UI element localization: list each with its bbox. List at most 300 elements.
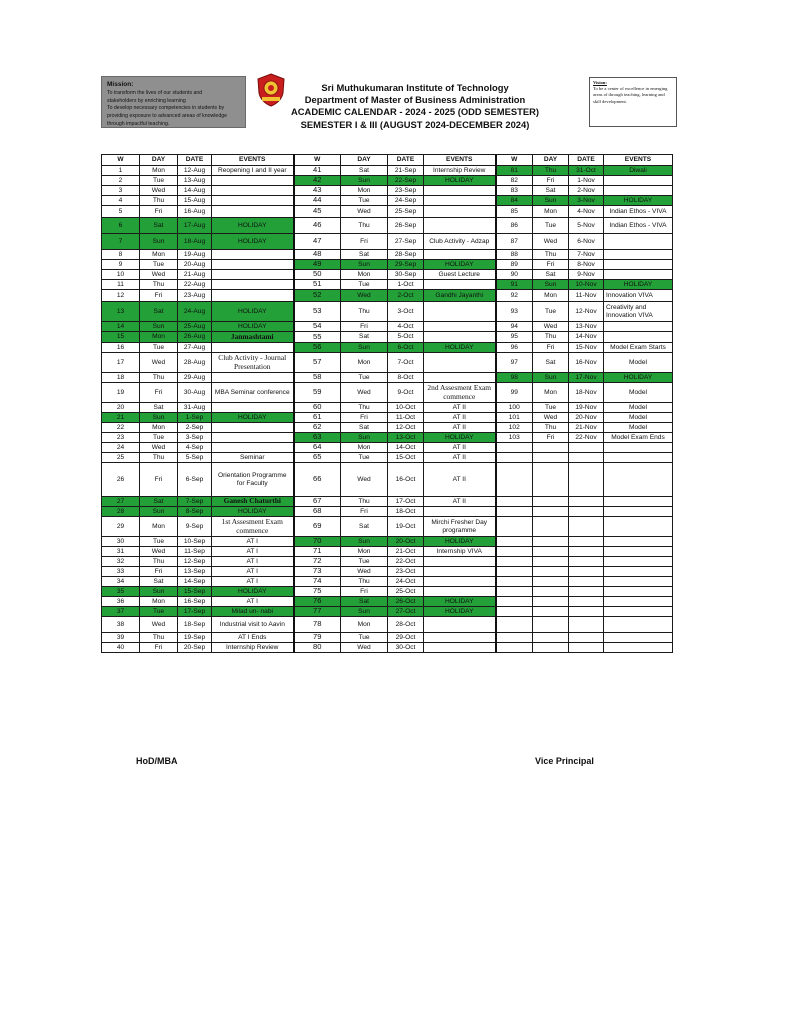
department-name: Department of Master of Business Administration xyxy=(304,94,526,106)
date-cell xyxy=(569,537,604,547)
day-cell: Wed xyxy=(140,617,178,633)
week-cell: 74 xyxy=(294,577,341,587)
day-cell: Thu xyxy=(533,250,569,260)
event-cell xyxy=(424,643,496,653)
week-cell: 18 xyxy=(102,373,140,383)
week-cell: 85 xyxy=(496,206,533,218)
week-cell: 83 xyxy=(496,186,533,196)
table-row xyxy=(102,383,673,403)
week-cell: 39 xyxy=(102,633,140,643)
week-cell: 19 xyxy=(102,383,140,403)
date-cell: 22-Nov xyxy=(569,433,604,443)
event-cell xyxy=(424,302,496,322)
table-row xyxy=(102,176,673,186)
table-row xyxy=(102,343,673,353)
week-cell: 79 xyxy=(294,633,341,643)
date-cell xyxy=(569,463,604,497)
week-cell: 46 xyxy=(294,218,341,234)
date-cell: 21-Oct xyxy=(388,547,424,557)
week-cell: 45 xyxy=(294,206,341,218)
day-cell: Fri xyxy=(140,290,178,302)
table-row xyxy=(102,403,673,413)
week-cell: 30 xyxy=(102,537,140,547)
event-cell: AT I xyxy=(212,567,294,577)
date-cell xyxy=(569,507,604,517)
week-cell: 28 xyxy=(102,507,140,517)
week-cell: 3 xyxy=(102,186,140,196)
day-cell: Tue xyxy=(140,607,178,617)
date-cell: 2-Oct xyxy=(388,290,424,302)
day-cell xyxy=(533,463,569,497)
week-cell: 14 xyxy=(102,322,140,332)
day-cell: Mon xyxy=(140,332,178,343)
week-cell xyxy=(496,557,533,567)
date-cell: 23-Sep xyxy=(388,186,424,196)
table-row xyxy=(102,166,673,176)
semester-title: SEMESTER I & III (AUGUST 2024-DECEMBER 2024) xyxy=(300,118,530,130)
week-cell: 102 xyxy=(496,423,533,433)
day-cell: Sat xyxy=(533,186,569,196)
week-cell xyxy=(496,453,533,463)
week-cell: 93 xyxy=(496,302,533,322)
week-cell xyxy=(496,463,533,497)
event-cell: HOLIDAY xyxy=(424,433,496,443)
day-cell: Fri xyxy=(140,206,178,218)
date-cell: 4-Oct xyxy=(388,322,424,332)
day-cell: Wed xyxy=(140,186,178,196)
event-cell: AT II xyxy=(424,497,496,507)
event-cell xyxy=(212,433,294,443)
event-cell: HOLIDAY xyxy=(424,607,496,617)
date-cell: 4-Sep xyxy=(178,443,212,453)
date-cell: 14-Nov xyxy=(569,332,604,343)
date-cell xyxy=(569,453,604,463)
event-cell: Innovation VIVA xyxy=(604,290,673,302)
event-cell xyxy=(424,196,496,206)
day-cell: Tue xyxy=(341,280,388,290)
mission-line: stakeholders by enriching learning xyxy=(107,97,186,104)
event-cell xyxy=(604,234,673,250)
event-cell: Indian Ethos - VIVA xyxy=(604,206,673,218)
day-cell: Fri xyxy=(140,383,178,403)
week-cell: 40 xyxy=(102,643,140,653)
week-cell: 68 xyxy=(294,507,341,517)
event-cell: AT I xyxy=(212,557,294,567)
event-cell xyxy=(212,196,294,206)
day-cell xyxy=(533,617,569,633)
date-cell xyxy=(569,577,604,587)
week-cell: 8 xyxy=(102,250,140,260)
table-row xyxy=(102,280,673,290)
event-cell: 2nd Assesment Exam commence xyxy=(424,383,496,403)
event-cell xyxy=(604,567,673,577)
day-cell xyxy=(533,557,569,567)
week-cell: 29 xyxy=(102,517,140,537)
day-cell: Mon xyxy=(341,547,388,557)
week-cell: 4 xyxy=(102,196,140,206)
day-cell: Fri xyxy=(341,587,388,597)
day-cell: Mon xyxy=(533,206,569,218)
week-cell: 1 xyxy=(102,166,140,176)
event-cell: HOLIDAY xyxy=(212,507,294,517)
event-cell: Orientation Programme for Faculty xyxy=(212,463,294,497)
date-cell: 31-Oct xyxy=(569,166,604,176)
day-cell: Thu xyxy=(533,166,569,176)
day-cell: Thu xyxy=(341,218,388,234)
date-cell: 16-Sep xyxy=(178,597,212,607)
date-cell: 24-Oct xyxy=(388,577,424,587)
week-cell xyxy=(496,517,533,537)
date-cell: 8-Nov xyxy=(569,260,604,270)
mission-box xyxy=(101,76,246,128)
event-cell: AT II xyxy=(424,413,496,423)
week-cell xyxy=(496,567,533,577)
event-cell xyxy=(604,517,673,537)
event-cell xyxy=(212,343,294,353)
day-cell: Wed xyxy=(140,353,178,373)
event-cell: Model xyxy=(604,423,673,433)
event-cell: Guest Lecture xyxy=(424,270,496,280)
date-cell: 1-Nov xyxy=(569,176,604,186)
date-cell: 15-Nov xyxy=(569,343,604,353)
event-cell xyxy=(424,353,496,373)
week-cell: 16 xyxy=(102,343,140,353)
mission-line: providing exposure to advanced areas of knowledge xyxy=(107,113,227,120)
date-cell: 19-Aug xyxy=(178,250,212,260)
event-cell: AT I Ends xyxy=(212,633,294,643)
table-row xyxy=(102,332,673,343)
day-cell: Mon xyxy=(533,383,569,403)
date-cell: 21-Sep xyxy=(388,166,424,176)
day-cell: Fri xyxy=(533,176,569,186)
week-cell xyxy=(496,497,533,507)
event-cell xyxy=(212,443,294,453)
week-cell: 37 xyxy=(102,607,140,617)
day-cell: Sun xyxy=(341,537,388,547)
column-header: DAY xyxy=(341,155,388,166)
day-cell xyxy=(533,453,569,463)
event-cell: Model Exam Ends xyxy=(604,433,673,443)
event-cell: Creativity and Innovation VIVA xyxy=(604,302,673,322)
event-cell xyxy=(604,453,673,463)
event-cell xyxy=(424,322,496,332)
date-cell xyxy=(569,633,604,643)
table-row xyxy=(102,218,673,234)
table-body xyxy=(102,166,673,653)
day-cell: Mon xyxy=(140,423,178,433)
day-cell: Mon xyxy=(341,353,388,373)
date-cell: 5-Oct xyxy=(388,332,424,343)
day-cell: Thu xyxy=(341,403,388,413)
date-cell: 12-Aug xyxy=(178,166,212,176)
week-cell xyxy=(496,577,533,587)
event-cell: HOLIDAY xyxy=(424,176,496,186)
event-cell: Milad un- nabi xyxy=(212,607,294,617)
day-cell: Fri xyxy=(341,413,388,423)
week-cell xyxy=(496,597,533,607)
day-cell: Mon xyxy=(533,290,569,302)
date-cell: 11-Sep xyxy=(178,547,212,557)
table-row xyxy=(102,302,673,322)
column-header: W xyxy=(294,155,341,166)
date-cell: 5-Sep xyxy=(178,453,212,463)
column-header: DATE xyxy=(388,155,424,166)
date-cell: 26-Aug xyxy=(178,332,212,343)
event-cell xyxy=(604,443,673,453)
day-cell: Wed xyxy=(341,643,388,653)
event-cell xyxy=(604,176,673,186)
date-cell: 5-Nov xyxy=(569,218,604,234)
date-cell: 27-Oct xyxy=(388,607,424,617)
mission-line: through impactful teaching. xyxy=(107,120,170,127)
day-cell: Tue xyxy=(341,633,388,643)
day-cell: Thu xyxy=(533,332,569,343)
day-cell: Thu xyxy=(341,302,388,322)
week-cell: 38 xyxy=(102,617,140,633)
hod-signature-label: HoD/MBA xyxy=(136,756,178,766)
date-cell: 24-Aug xyxy=(178,302,212,322)
day-cell: Wed xyxy=(341,383,388,403)
event-cell xyxy=(604,633,673,643)
column-header: DATE xyxy=(178,155,212,166)
week-cell: 103 xyxy=(496,433,533,443)
date-cell: 27-Sep xyxy=(388,234,424,250)
date-cell: 14-Aug xyxy=(178,186,212,196)
day-cell: Sun xyxy=(140,587,178,597)
date-cell xyxy=(569,567,604,577)
day-cell: Fri xyxy=(341,322,388,332)
table-row xyxy=(102,497,673,507)
event-cell xyxy=(212,403,294,413)
week-cell: 36 xyxy=(102,597,140,607)
date-cell: 3-Sep xyxy=(178,433,212,443)
date-cell: 11-Oct xyxy=(388,413,424,423)
date-cell: 13-Oct xyxy=(388,433,424,443)
date-cell: 17-Nov xyxy=(569,373,604,383)
week-cell: 49 xyxy=(294,260,341,270)
day-cell: Tue xyxy=(140,537,178,547)
day-cell: Mon xyxy=(341,270,388,280)
day-cell: Wed xyxy=(140,443,178,453)
day-cell xyxy=(533,507,569,517)
date-cell: 12-Oct xyxy=(388,423,424,433)
week-cell: 91 xyxy=(496,280,533,290)
week-cell: 23 xyxy=(102,433,140,443)
date-cell: 12-Sep xyxy=(178,557,212,567)
date-cell: 24-Sep xyxy=(388,196,424,206)
date-cell: 14-Sep xyxy=(178,577,212,587)
date-cell: 28-Oct xyxy=(388,617,424,633)
event-cell: Mirchi Fresher Day programme xyxy=(424,517,496,537)
week-cell: 25 xyxy=(102,453,140,463)
date-cell: 8-Sep xyxy=(178,507,212,517)
date-cell xyxy=(569,597,604,607)
date-cell xyxy=(569,557,604,567)
week-cell: 82 xyxy=(496,176,533,186)
mission-line: To develop necessary competencies in students by xyxy=(107,105,225,112)
table-row xyxy=(102,373,673,383)
event-cell: Industrial visit to Aavin xyxy=(212,617,294,633)
day-cell: Sat xyxy=(341,517,388,537)
date-cell: 16-Aug xyxy=(178,206,212,218)
date-cell: 11-Nov xyxy=(569,290,604,302)
table-row xyxy=(102,453,673,463)
day-cell: Wed xyxy=(341,206,388,218)
event-cell: HOLIDAY xyxy=(424,343,496,353)
event-cell: HOLIDAY xyxy=(212,302,294,322)
table-row xyxy=(102,260,673,270)
event-cell: HOLIDAY xyxy=(424,260,496,270)
date-cell: 22-Sep xyxy=(388,176,424,186)
date-cell: 25-Sep xyxy=(388,206,424,218)
date-cell: 17-Oct xyxy=(388,497,424,507)
day-cell: Wed xyxy=(341,290,388,302)
day-cell xyxy=(533,633,569,643)
date-cell: 13-Nov xyxy=(569,322,604,332)
week-cell: 73 xyxy=(294,567,341,577)
column-header: EVENTS xyxy=(212,155,294,166)
date-cell xyxy=(569,517,604,537)
date-cell: 18-Sep xyxy=(178,617,212,633)
week-cell: 33 xyxy=(102,567,140,577)
week-cell: 10 xyxy=(102,270,140,280)
week-cell: 88 xyxy=(496,250,533,260)
week-cell: 54 xyxy=(294,322,341,332)
date-cell: 22-Aug xyxy=(178,280,212,290)
day-cell: Tue xyxy=(341,373,388,383)
event-cell xyxy=(604,607,673,617)
week-cell xyxy=(496,507,533,517)
event-cell: 1st Assesment Exam commence xyxy=(212,517,294,537)
day-cell: Sat xyxy=(533,270,569,280)
event-cell xyxy=(604,597,673,607)
event-cell: AT II xyxy=(424,463,496,497)
event-cell xyxy=(212,260,294,270)
day-cell: Wed xyxy=(341,567,388,577)
day-cell: Tue xyxy=(341,196,388,206)
day-cell: Fri xyxy=(533,343,569,353)
date-cell: 6-Sep xyxy=(178,463,212,497)
week-cell: 41 xyxy=(294,166,341,176)
week-cell xyxy=(496,587,533,597)
event-cell xyxy=(604,587,673,597)
week-cell xyxy=(496,633,533,643)
week-cell: 7 xyxy=(102,234,140,250)
week-cell: 99 xyxy=(496,383,533,403)
table-row xyxy=(102,290,673,302)
date-cell: 30-Oct xyxy=(388,643,424,653)
table-row xyxy=(102,443,673,453)
institute-name: Sri Muthukumaran Institute of Technology xyxy=(321,82,509,93)
week-cell: 90 xyxy=(496,270,533,280)
day-cell: Thu xyxy=(140,453,178,463)
week-cell: 87 xyxy=(496,234,533,250)
date-cell: 6-Nov xyxy=(569,234,604,250)
event-cell xyxy=(212,176,294,186)
day-cell: Sat xyxy=(341,332,388,343)
week-cell: 100 xyxy=(496,403,533,413)
day-cell xyxy=(533,607,569,617)
column-header: DAY xyxy=(533,155,569,166)
event-cell: Internship Review xyxy=(212,643,294,653)
day-cell: Fri xyxy=(140,643,178,653)
event-cell: Model xyxy=(604,383,673,403)
date-cell: 9-Nov xyxy=(569,270,604,280)
date-cell: 1-Oct xyxy=(388,280,424,290)
day-cell: Sun xyxy=(341,607,388,617)
day-cell: Sat xyxy=(533,353,569,373)
week-cell xyxy=(496,443,533,453)
event-cell xyxy=(604,260,673,270)
date-cell: 27-Aug xyxy=(178,343,212,353)
event-cell xyxy=(604,537,673,547)
event-cell xyxy=(424,557,496,567)
day-cell: Tue xyxy=(533,218,569,234)
event-cell: AT I xyxy=(212,547,294,557)
week-cell: 58 xyxy=(294,373,341,383)
event-cell xyxy=(424,577,496,587)
week-cell: 61 xyxy=(294,413,341,423)
table-row xyxy=(102,507,673,517)
day-cell: Sun xyxy=(140,413,178,423)
week-cell: 72 xyxy=(294,557,341,567)
event-cell: HOLIDAY xyxy=(424,597,496,607)
week-cell: 75 xyxy=(294,587,341,597)
event-cell: Reopening I and II year xyxy=(212,166,294,176)
event-cell: HOLIDAY xyxy=(424,537,496,547)
day-cell: Tue xyxy=(140,176,178,186)
date-cell: 7-Nov xyxy=(569,250,604,260)
mission-title: Mission: xyxy=(107,81,134,88)
date-cell: 25-Oct xyxy=(388,587,424,597)
day-cell: Fri xyxy=(140,463,178,497)
vision-title: Vision: xyxy=(593,80,607,85)
event-cell: Indian Ethos - VIVA xyxy=(604,218,673,234)
day-cell xyxy=(533,537,569,547)
week-cell: 31 xyxy=(102,547,140,557)
week-cell: 13 xyxy=(102,302,140,322)
day-cell: Tue xyxy=(140,433,178,443)
day-cell: Wed xyxy=(533,413,569,423)
day-cell: Tue xyxy=(140,343,178,353)
event-cell: HOLIDAY xyxy=(212,218,294,234)
table-row xyxy=(102,196,673,206)
event-cell xyxy=(424,617,496,633)
day-cell: Sun xyxy=(140,322,178,332)
week-cell: 101 xyxy=(496,413,533,423)
event-cell: Model xyxy=(604,413,673,423)
week-cell xyxy=(496,547,533,557)
day-cell xyxy=(533,643,569,653)
week-cell: 55 xyxy=(294,332,341,343)
date-cell: 18-Oct xyxy=(388,507,424,517)
week-cell: 34 xyxy=(102,577,140,587)
event-cell xyxy=(212,423,294,433)
date-cell: 25-Aug xyxy=(178,322,212,332)
date-cell: 28-Aug xyxy=(178,353,212,373)
day-cell: Mon xyxy=(140,250,178,260)
date-cell xyxy=(569,643,604,653)
week-cell: 98 xyxy=(496,373,533,383)
day-cell: Mon xyxy=(140,517,178,537)
day-cell xyxy=(533,567,569,577)
date-cell: 10-Sep xyxy=(178,537,212,547)
table-row xyxy=(102,597,673,607)
day-cell: Sun xyxy=(533,196,569,206)
event-cell: HOLIDAY xyxy=(604,196,673,206)
date-cell: 23-Aug xyxy=(178,290,212,302)
day-cell: Sat xyxy=(341,597,388,607)
